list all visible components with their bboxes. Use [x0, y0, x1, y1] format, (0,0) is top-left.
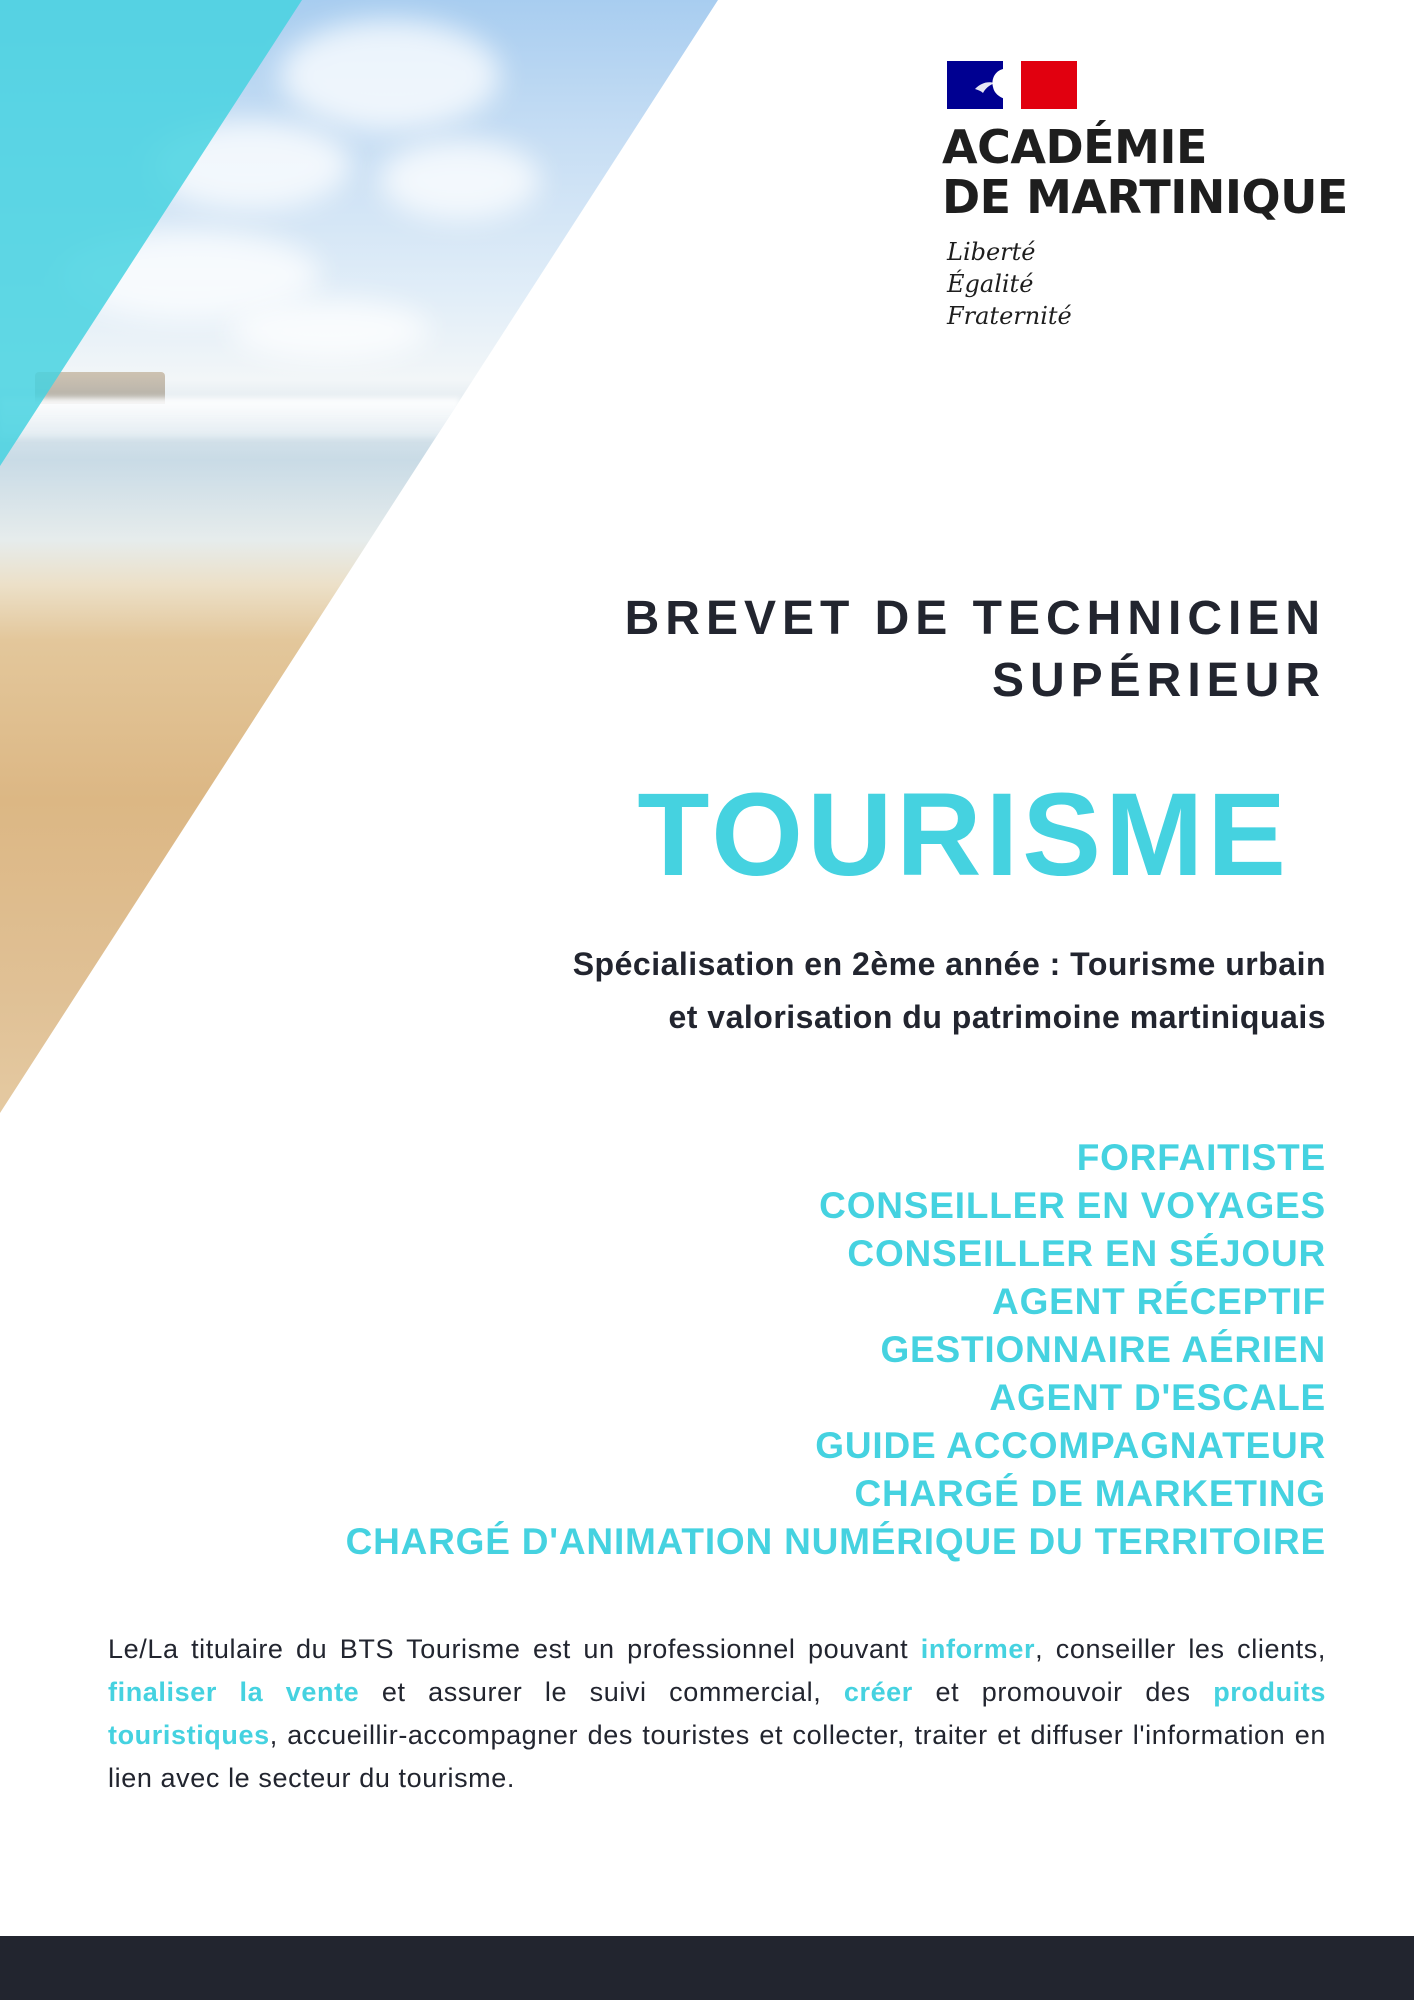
job-item: CONSEILLER EN VOYAGES	[819, 1185, 1326, 1226]
highlight-informer: informer	[920, 1634, 1036, 1664]
description-text: et assurer le suivi commercial,	[359, 1677, 844, 1707]
job-item: AGENT D'ESCALE	[989, 1377, 1326, 1418]
description-paragraph	[108, 1628, 1326, 1800]
republic-motto	[947, 236, 1072, 332]
motto-fraternite: Fraternité	[947, 302, 1072, 330]
marianne-profile-icon	[973, 67, 1017, 103]
motto-liberte: Liberté	[947, 238, 1036, 266]
academie-line-2: DE MARTINIQUE	[942, 170, 1348, 224]
motto-egalite: Égalité	[947, 270, 1034, 298]
surf-wave	[0, 398, 460, 438]
diploma-heading-line-2: SUPÉRIEUR	[991, 654, 1326, 707]
academie-name	[942, 122, 1362, 222]
diploma-heading	[426, 588, 1326, 712]
job-list	[126, 1134, 1326, 1566]
description-text: et promouvoir des	[912, 1677, 1214, 1707]
highlight-produits-touristiques: produits touristiques	[108, 1677, 1326, 1750]
page-title: TOURISME	[637, 769, 1290, 901]
specialisation-text	[326, 938, 1326, 1044]
description-text: , accueillir-accompagner des touristes et collecter, traiter et diffuser l'information en lien avec le secteur du tourisme.	[108, 1720, 1326, 1793]
job-item: CHARGÉ D'ANIMATION NUMÉRIQUE DU TERRITOIRE	[345, 1521, 1326, 1562]
specialisation-line-1: Spécialisation en 2ème année : Tourisme urbain	[572, 946, 1326, 982]
academie-line-1: ACADÉMIE	[942, 120, 1207, 174]
job-item: AGENT RÉCEPTIF	[992, 1281, 1326, 1322]
footer-bar	[0, 1936, 1414, 2000]
job-item: GESTIONNAIRE AÉRIEN	[880, 1329, 1326, 1370]
description-text: , conseiller les clients,	[1035, 1634, 1326, 1664]
highlight-finaliser-la-vente: finaliser la vente	[108, 1677, 360, 1707]
job-item: CONSEILLER EN SÉJOUR	[847, 1233, 1326, 1274]
job-item: GUIDE ACCOMPAGNATEUR	[815, 1425, 1326, 1466]
marianne-flag-logo	[947, 61, 1077, 109]
highlight-creer: créer	[843, 1677, 913, 1707]
job-item: FORFAITISTE	[1076, 1137, 1326, 1178]
job-item: CHARGÉ DE MARKETING	[854, 1473, 1326, 1514]
description-text: Le/La titulaire du BTS Tourisme est un professionnel pouvant	[108, 1634, 921, 1664]
diploma-heading-line-1: BREVET DE TECHNICIEN	[624, 592, 1326, 645]
specialisation-line-2: et valorisation du patrimoine martiniquais	[668, 999, 1326, 1035]
